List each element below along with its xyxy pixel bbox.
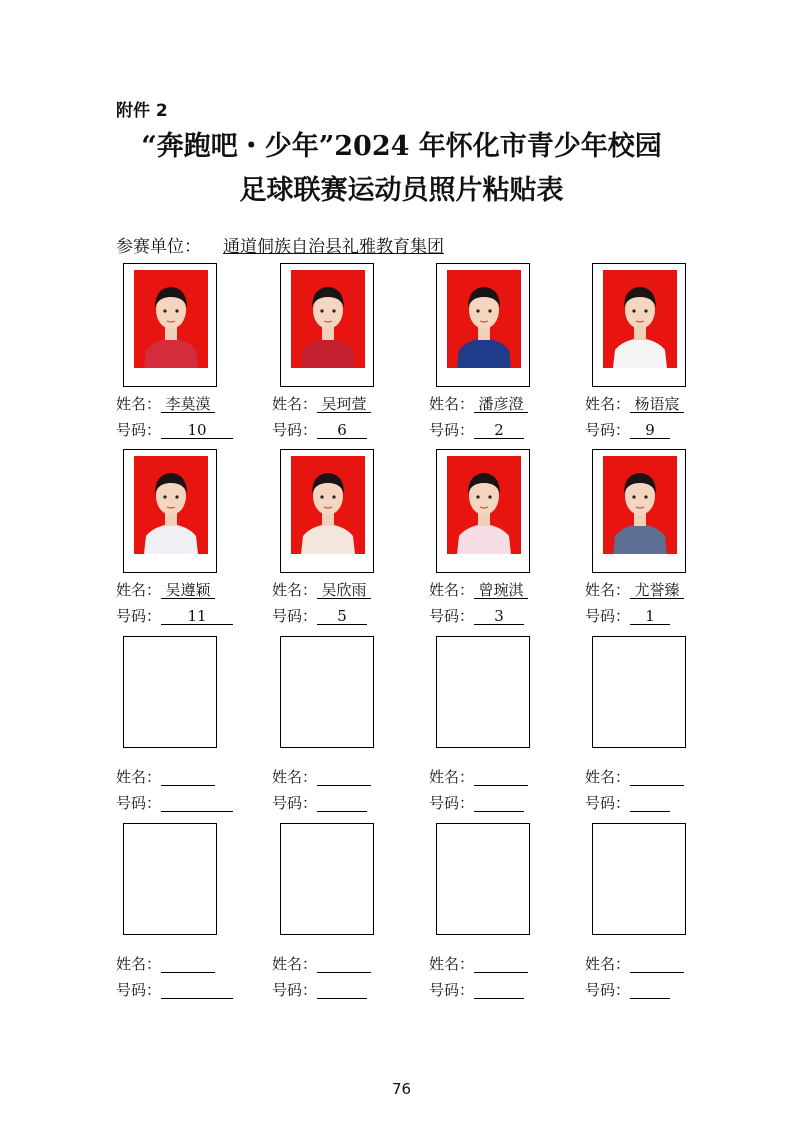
name-label: 姓名： bbox=[429, 955, 475, 973]
number-label: 号码： bbox=[429, 981, 475, 999]
number-label: 号码： bbox=[272, 421, 318, 439]
number-label: 号码： bbox=[585, 794, 631, 812]
number-label: 号码： bbox=[272, 981, 318, 999]
player-number-value: 10 bbox=[161, 423, 233, 439]
player-name-value: 潘彦澄 bbox=[474, 397, 528, 413]
player-name-field bbox=[585, 766, 684, 787]
player-number-value: 3 bbox=[474, 609, 524, 625]
student-photo-icon bbox=[447, 270, 521, 368]
name-label: 姓名： bbox=[429, 395, 475, 413]
name-label: 姓名： bbox=[585, 768, 631, 786]
player-name-value bbox=[630, 770, 684, 786]
photo-placeholder bbox=[592, 823, 686, 935]
name-label: 姓名： bbox=[585, 581, 631, 599]
player-number-field bbox=[116, 419, 233, 440]
player-name-field bbox=[116, 766, 215, 787]
photo-placeholder bbox=[436, 823, 530, 935]
number-label: 号码： bbox=[272, 607, 318, 625]
number-label: 号码： bbox=[429, 607, 475, 625]
player-number-field bbox=[429, 605, 524, 626]
player-number-field bbox=[272, 792, 367, 813]
player-number-value bbox=[474, 983, 524, 999]
name-label: 姓名： bbox=[272, 955, 318, 973]
player-number-field bbox=[272, 979, 367, 1000]
number-label: 号码： bbox=[585, 607, 631, 625]
name-label: 姓名： bbox=[585, 395, 631, 413]
player-name-value: 吴珂萱 bbox=[317, 397, 371, 413]
player-name-value: 吴欣雨 bbox=[317, 583, 371, 599]
team-unit-label: 参赛单位： bbox=[116, 237, 201, 257]
player-number-field bbox=[116, 605, 233, 626]
name-label: 姓名： bbox=[116, 581, 162, 599]
number-label: 号码： bbox=[429, 421, 475, 439]
player-number-value bbox=[161, 983, 233, 999]
team-unit-value: 通道侗族自治县礼雅教育集团 bbox=[223, 237, 444, 257]
player-name-field bbox=[585, 953, 684, 974]
player-name-field bbox=[429, 766, 528, 787]
player-name-field bbox=[116, 393, 215, 414]
player-name-value bbox=[161, 770, 215, 786]
student-photo-icon bbox=[447, 456, 521, 554]
player-number-value: 9 bbox=[630, 423, 670, 439]
player-name-value bbox=[161, 957, 215, 973]
player-number-value bbox=[630, 796, 670, 812]
photo-frame bbox=[280, 263, 374, 387]
player-name-field bbox=[116, 579, 215, 600]
student-photo-icon bbox=[603, 270, 677, 368]
name-label: 姓名： bbox=[429, 581, 475, 599]
name-label: 姓名： bbox=[585, 955, 631, 973]
player-number-field bbox=[429, 979, 524, 1000]
page-title-line2: 足球联赛运动员照片粘贴表 bbox=[239, 175, 564, 206]
player-number-field bbox=[585, 419, 670, 440]
name-label: 姓名： bbox=[272, 395, 318, 413]
player-name-value bbox=[474, 770, 528, 786]
player-number-field bbox=[116, 792, 233, 813]
player-name-field bbox=[585, 393, 684, 414]
player-name-value: 吴遵颖 bbox=[161, 583, 215, 599]
player-number-field bbox=[116, 979, 233, 1000]
number-label: 号码： bbox=[116, 981, 162, 999]
player-number-field bbox=[429, 419, 524, 440]
team-unit bbox=[116, 232, 444, 257]
number-label: 号码： bbox=[116, 421, 162, 439]
player-number-value bbox=[630, 983, 670, 999]
player-name-value bbox=[474, 957, 528, 973]
player-number-value: 5 bbox=[317, 609, 367, 625]
player-name-field bbox=[585, 579, 684, 600]
player-name-field bbox=[429, 579, 528, 600]
player-name-field bbox=[116, 953, 215, 974]
player-name-field bbox=[429, 953, 528, 974]
player-number-value bbox=[317, 796, 367, 812]
photo-frame bbox=[123, 449, 217, 573]
photo-frame bbox=[592, 449, 686, 573]
photo-placeholder bbox=[436, 636, 530, 748]
player-number-field bbox=[272, 419, 367, 440]
player-name-value bbox=[317, 770, 371, 786]
student-photo-icon bbox=[134, 270, 208, 368]
player-number-field bbox=[585, 605, 670, 626]
player-number-value: 6 bbox=[317, 423, 367, 439]
attachment-label: 附件 2 bbox=[116, 101, 168, 121]
player-number-field bbox=[429, 792, 524, 813]
name-label: 姓名： bbox=[272, 768, 318, 786]
page-number: 76 bbox=[391, 1080, 412, 1098]
student-photo-icon bbox=[291, 456, 365, 554]
photo-frame bbox=[436, 449, 530, 573]
player-name-value: 杨语宸 bbox=[630, 397, 684, 413]
photo-placeholder bbox=[123, 636, 217, 748]
player-number-value bbox=[317, 983, 367, 999]
number-label: 号码： bbox=[272, 794, 318, 812]
player-name-field bbox=[429, 393, 528, 414]
name-label: 姓名： bbox=[116, 955, 162, 973]
player-number-field bbox=[585, 792, 670, 813]
photo-frame bbox=[436, 263, 530, 387]
player-number-field bbox=[585, 979, 670, 1000]
player-number-value: 2 bbox=[474, 423, 524, 439]
photo-placeholder bbox=[280, 636, 374, 748]
player-number-value: 1 bbox=[630, 609, 670, 625]
number-label: 号码： bbox=[116, 794, 162, 812]
student-photo-icon bbox=[603, 456, 677, 554]
name-label: 姓名： bbox=[116, 395, 162, 413]
page-title-line1: “奔跑吧・少年”2024 年怀化市青少年校园 bbox=[141, 131, 662, 162]
player-name-field bbox=[272, 953, 371, 974]
number-label: 号码： bbox=[116, 607, 162, 625]
player-name-value bbox=[630, 957, 684, 973]
name-label: 姓名： bbox=[272, 581, 318, 599]
name-label: 姓名： bbox=[429, 768, 475, 786]
player-number-field bbox=[272, 605, 367, 626]
player-name-value: 尤誉臻 bbox=[630, 583, 684, 599]
student-photo-icon bbox=[134, 456, 208, 554]
player-name-value bbox=[317, 957, 371, 973]
photo-frame bbox=[280, 449, 374, 573]
player-number-value: 11 bbox=[161, 609, 233, 625]
number-label: 号码： bbox=[585, 421, 631, 439]
student-photo-icon bbox=[291, 270, 365, 368]
photo-frame bbox=[123, 263, 217, 387]
player-name-value: 李莫漠 bbox=[161, 397, 215, 413]
player-name-value: 曾琬淇 bbox=[474, 583, 528, 599]
photo-placeholder bbox=[592, 636, 686, 748]
player-number-value bbox=[161, 796, 233, 812]
player-name-field bbox=[272, 766, 371, 787]
name-label: 姓名： bbox=[116, 768, 162, 786]
photo-placeholder bbox=[123, 823, 217, 935]
number-label: 号码： bbox=[585, 981, 631, 999]
number-label: 号码： bbox=[429, 794, 475, 812]
photo-frame bbox=[592, 263, 686, 387]
player-name-field bbox=[272, 579, 371, 600]
photo-placeholder bbox=[280, 823, 374, 935]
player-name-field bbox=[272, 393, 371, 414]
player-number-value bbox=[474, 796, 524, 812]
